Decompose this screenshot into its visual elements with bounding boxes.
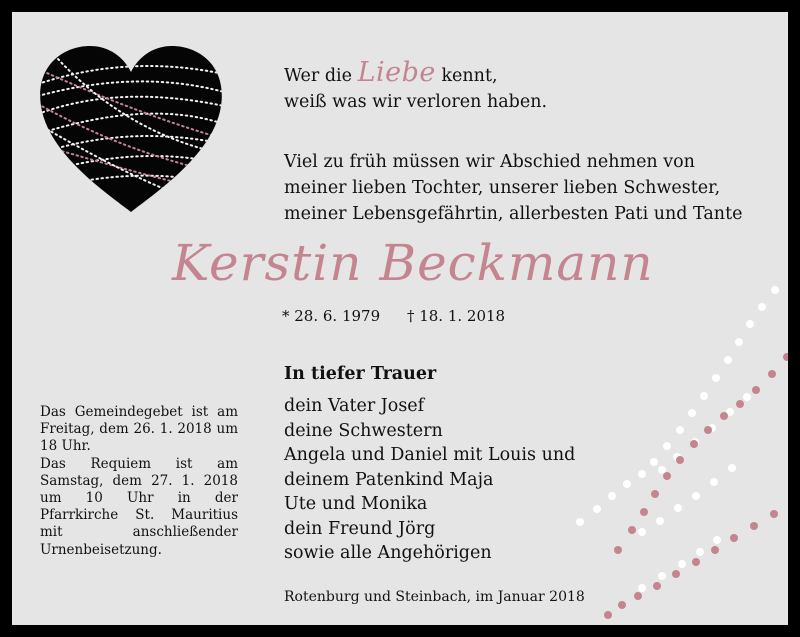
birth-date: * 28. 6. 1979 [282,307,381,325]
place-and-date: Rotenburg und Steinbach, im Januar 2018 [284,589,585,605]
verse-line-1-end: kennt, [435,66,498,86]
list-item: dein Vater Josef [284,396,425,416]
list-item: dein Freund Jörg [284,518,436,539]
verse-line-2: weiß was wir verloren haben. [284,92,548,112]
requiem-text: Das Requiem ist am Samstag, dem 27. 1. 2018 um 10 Uhr in der Pfarrkirche St. Mauritius mit anschließender Urnenbeisetzung. [40,455,238,558]
verse-script-word: Liebe [357,57,436,88]
intro-line: Viel zu früh müssen wir Abschied nehmen von [284,152,695,172]
list-item: sowie alle Angehörigen [284,543,492,563]
intro-line: meiner lieben Tochter, unserer lieben Schwester, [284,178,721,198]
deceased-name: Kerstin Beckmann [172,234,654,292]
death-date: † 18. 1. 2018 [406,307,506,325]
prayer-service-text: Das Gemeindegebet ist am Freitag, dem 26. 1. 2018 um 18 Uhr. [40,404,238,455]
mourners-heading: In tiefer Trauer [284,364,437,384]
list-item: Ute und Monika [284,494,428,514]
list-item: deine Schwestern [284,420,443,441]
list-item: deinem Patenkind Maja [284,469,494,490]
intro-line: meiner Lebensgefährtin, allerbesten Pati und Tante [284,204,743,224]
obituary-card [12,12,788,625]
verse-line-1-start: Wer die [284,66,358,86]
decorative-dots [12,12,788,625]
list-item: Angela und Daniel mit Louis und [284,445,576,465]
